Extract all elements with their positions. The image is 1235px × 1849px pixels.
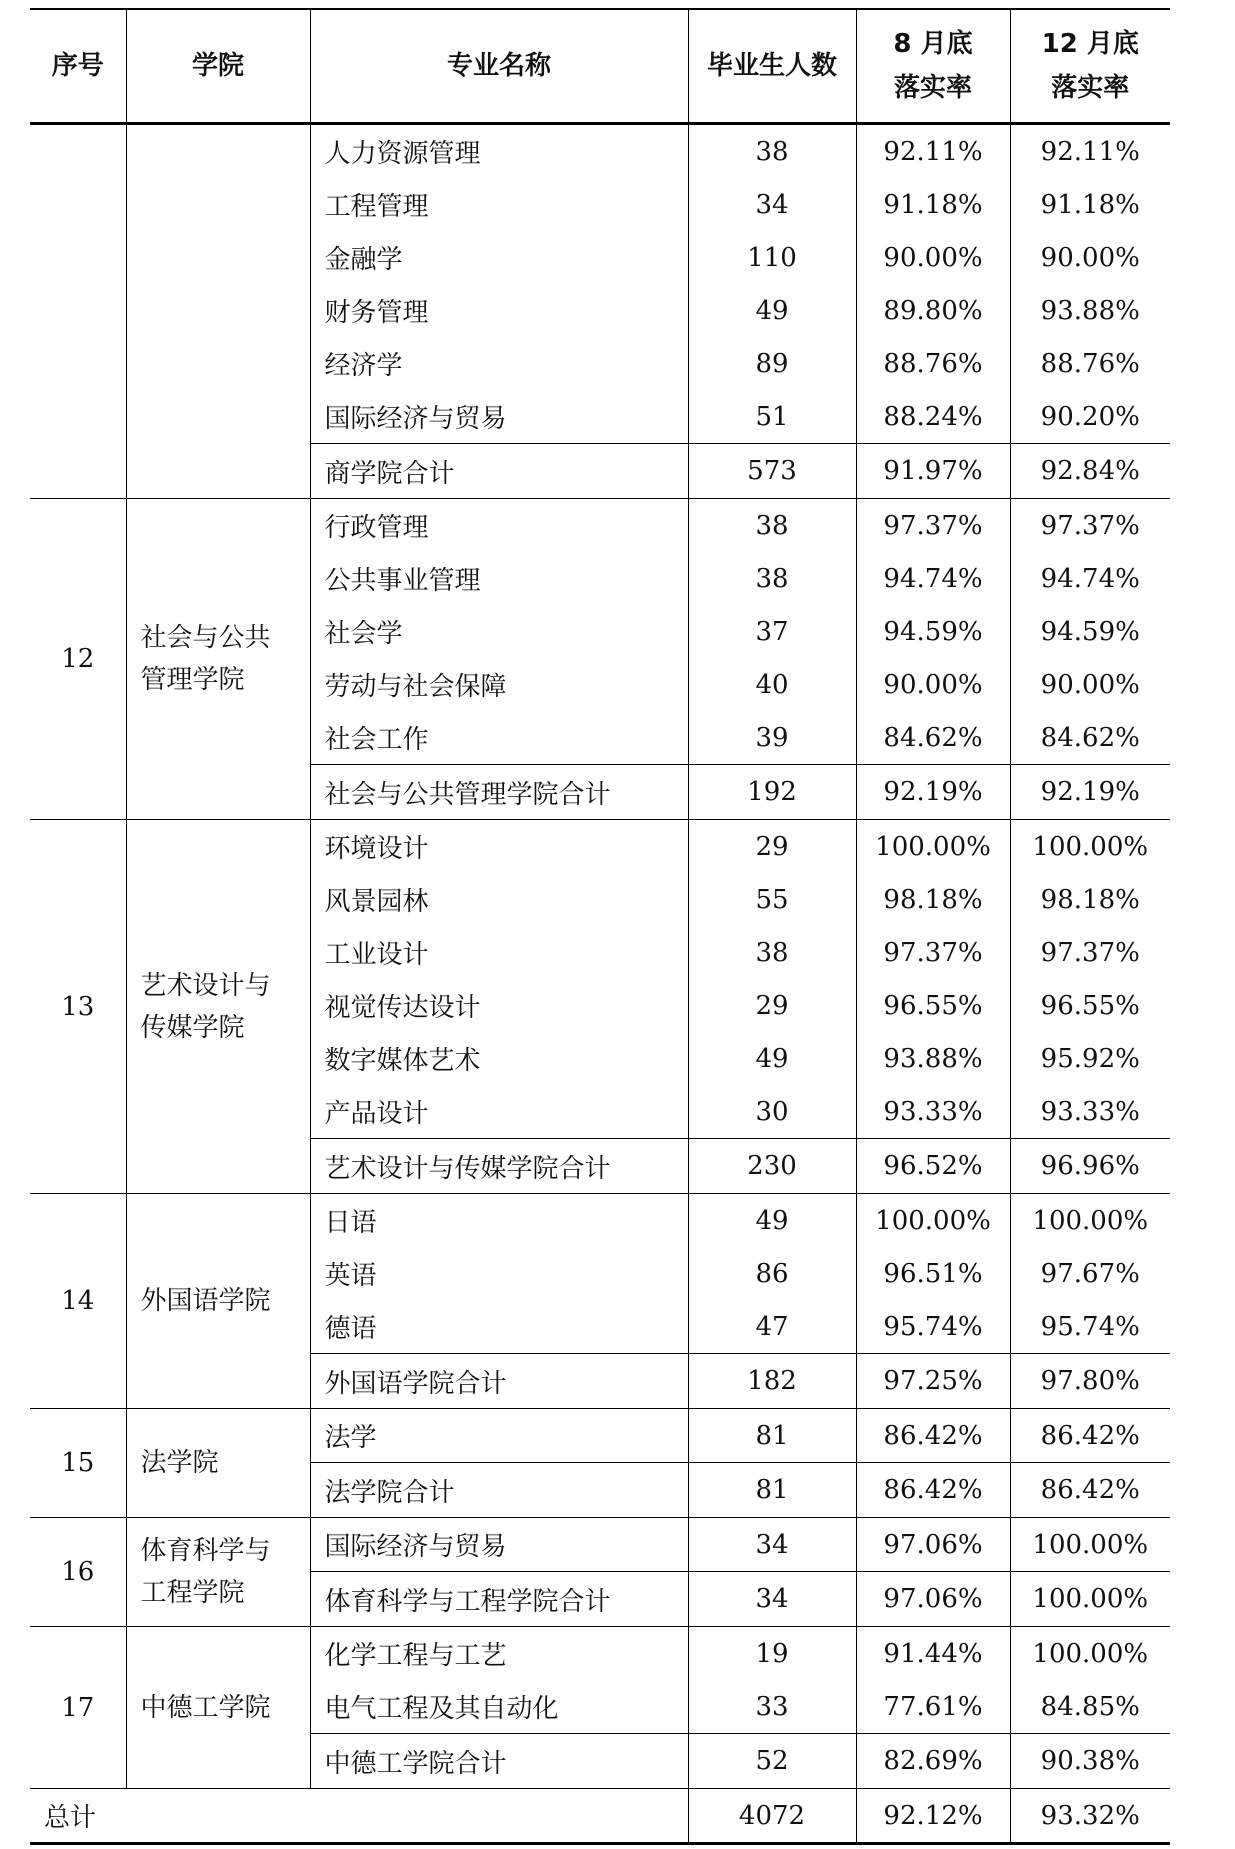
dec-rate-cell: 94.59% (1010, 605, 1170, 658)
aug-rate-cell: 98.18% (856, 873, 1010, 926)
subtotal-label: 社会与公共管理学院合计 (310, 765, 688, 820)
dec-rate-cell: 100.00% (1010, 820, 1170, 874)
major-cell: 化学工程与工艺 (310, 1627, 688, 1681)
graduates-cell: 29 (688, 979, 856, 1032)
seq-cell: 13 (30, 820, 126, 1194)
dec-rate-cell: 91.18% (1010, 178, 1170, 231)
major-cell: 环境设计 (310, 820, 688, 874)
subtotal-graduates: 192 (688, 765, 856, 820)
table-row (30, 820, 1170, 874)
graduates-cell: 38 (688, 926, 856, 979)
subtotal-label: 外国语学院合计 (310, 1354, 688, 1409)
major-cell: 工程管理 (310, 178, 688, 231)
major-cell: 人力资源管理 (310, 124, 688, 179)
dec-rate-cell: 98.18% (1010, 873, 1170, 926)
total-aug-rate: 92.12% (856, 1789, 1010, 1844)
dec-rate-cell: 100.00% (1010, 1627, 1170, 1681)
major-cell: 财务管理 (310, 284, 688, 337)
aug-rate-cell: 95.74% (856, 1300, 1010, 1354)
header-row (30, 9, 1170, 124)
aug-rate-cell: 100.00% (856, 820, 1010, 874)
subtotal-aug-rate: 82.69% (856, 1734, 1010, 1789)
table-row (30, 1194, 1170, 1248)
header-dec-line2: 落实率 (1051, 73, 1130, 103)
graduates-cell: 37 (688, 605, 856, 658)
subtotal-dec-rate: 100.00% (1010, 1572, 1170, 1627)
subtotal-aug-rate: 97.06% (856, 1572, 1010, 1627)
total-graduates: 4072 (688, 1789, 856, 1844)
college-name-line: 传媒学院 (140, 1012, 245, 1043)
seq-cell: 14 (30, 1194, 126, 1409)
subtotal-label: 艺术设计与传媒学院合计 (310, 1139, 688, 1194)
graduates-cell: 55 (688, 873, 856, 926)
dec-rate-cell: 84.85% (1010, 1680, 1170, 1734)
college-cell (126, 124, 310, 499)
header-major: 专业名称 (310, 9, 688, 124)
subtotal-label: 中德工学院合计 (310, 1734, 688, 1789)
graduates-cell: 19 (688, 1627, 856, 1681)
college-name-line: 社会与公共 (140, 623, 271, 653)
graduates-cell: 51 (688, 390, 856, 444)
graduates-cell: 49 (688, 1032, 856, 1085)
subtotal-graduates: 52 (688, 1734, 856, 1789)
subtotal-dec-rate: 90.38% (1010, 1734, 1170, 1789)
aug-rate-cell: 77.61% (856, 1680, 1010, 1734)
college-name-line: 艺术设计与 (140, 970, 271, 1001)
aug-rate-cell: 91.44% (856, 1627, 1010, 1681)
dec-rate-cell: 95.92% (1010, 1032, 1170, 1085)
dec-rate-cell: 88.76% (1010, 337, 1170, 390)
aug-rate-cell: 96.51% (856, 1247, 1010, 1300)
college-cell (126, 1518, 310, 1627)
employment-rate-table (30, 8, 1170, 1845)
major-cell: 数字媒体艺术 (310, 1032, 688, 1085)
major-cell: 视觉传达设计 (310, 979, 688, 1032)
graduates-cell: 40 (688, 658, 856, 711)
subtotal-graduates: 182 (688, 1354, 856, 1409)
seq-cell: 12 (30, 499, 126, 820)
table-wrapper (30, 8, 1170, 1845)
graduates-cell: 89 (688, 337, 856, 390)
college-cell: 法学院 (126, 1409, 310, 1518)
dec-rate-cell: 93.33% (1010, 1085, 1170, 1139)
graduates-cell: 38 (688, 552, 856, 605)
aug-rate-cell: 93.33% (856, 1085, 1010, 1139)
dec-rate-cell: 96.55% (1010, 979, 1170, 1032)
header-dec-rate (1010, 9, 1170, 124)
aug-rate-cell: 90.00% (856, 658, 1010, 711)
aug-rate-cell: 89.80% (856, 284, 1010, 337)
total-label: 总计 (30, 1789, 688, 1844)
table-row (30, 1518, 1170, 1572)
seq-cell: 16 (30, 1518, 126, 1627)
subtotal-dec-rate: 97.80% (1010, 1354, 1170, 1409)
aug-rate-cell: 88.76% (856, 337, 1010, 390)
college-cell: 中德工学院 (126, 1627, 310, 1789)
major-cell: 社会工作 (310, 711, 688, 765)
subtotal-dec-rate: 92.84% (1010, 444, 1170, 499)
major-cell: 德语 (310, 1300, 688, 1354)
header-dec-line1: 12 月底 (1041, 29, 1139, 59)
subtotal-label: 体育科学与工程学院合计 (310, 1572, 688, 1627)
graduates-cell: 34 (688, 1518, 856, 1572)
aug-rate-cell: 86.42% (856, 1409, 1010, 1463)
table-header (30, 9, 1170, 124)
aug-rate-cell: 93.88% (856, 1032, 1010, 1085)
subtotal-graduates: 230 (688, 1139, 856, 1194)
major-cell: 产品设计 (310, 1085, 688, 1139)
subtotal-aug-rate: 92.19% (856, 765, 1010, 820)
subtotal-dec-rate: 92.19% (1010, 765, 1170, 820)
dec-rate-cell: 97.67% (1010, 1247, 1170, 1300)
major-cell: 国际经济与贸易 (310, 1518, 688, 1572)
graduates-cell: 49 (688, 284, 856, 337)
header-aug-line1: 8 月底 (893, 29, 973, 59)
college-cell (126, 820, 310, 1194)
table-row (30, 1627, 1170, 1681)
aug-rate-cell: 84.62% (856, 711, 1010, 765)
aug-rate-cell: 92.11% (856, 124, 1010, 179)
major-cell: 国际经济与贸易 (310, 390, 688, 444)
header-aug-rate (856, 9, 1010, 124)
graduates-cell: 38 (688, 499, 856, 553)
dec-rate-cell: 90.20% (1010, 390, 1170, 444)
aug-rate-cell: 90.00% (856, 231, 1010, 284)
aug-rate-cell: 97.37% (856, 499, 1010, 553)
college-name-line: 体育科学与 (140, 1536, 271, 1566)
graduates-cell: 81 (688, 1409, 856, 1463)
dec-rate-cell: 100.00% (1010, 1194, 1170, 1248)
major-cell: 劳动与社会保障 (310, 658, 688, 711)
college-name-line: 管理学院 (140, 665, 245, 695)
aug-rate-cell: 94.74% (856, 552, 1010, 605)
dec-rate-cell: 90.00% (1010, 231, 1170, 284)
major-cell: 电气工程及其自动化 (310, 1680, 688, 1734)
aug-rate-cell: 88.24% (856, 390, 1010, 444)
subtotal-label: 法学院合计 (310, 1463, 688, 1518)
graduates-cell: 30 (688, 1085, 856, 1139)
table-row (30, 499, 1170, 553)
dec-rate-cell: 94.74% (1010, 552, 1170, 605)
dec-rate-cell: 95.74% (1010, 1300, 1170, 1354)
dec-rate-cell: 93.88% (1010, 284, 1170, 337)
subtotal-label: 商学院合计 (310, 444, 688, 499)
table-row (30, 1409, 1170, 1463)
seq-cell (30, 124, 126, 499)
graduates-cell: 86 (688, 1247, 856, 1300)
graduates-cell: 33 (688, 1680, 856, 1734)
subtotal-graduates: 573 (688, 444, 856, 499)
major-cell: 公共事业管理 (310, 552, 688, 605)
aug-rate-cell: 97.06% (856, 1518, 1010, 1572)
major-cell: 工业设计 (310, 926, 688, 979)
major-cell: 社会学 (310, 605, 688, 658)
total-dec-rate: 93.32% (1010, 1789, 1170, 1844)
aug-rate-cell: 96.55% (856, 979, 1010, 1032)
major-cell: 英语 (310, 1247, 688, 1300)
seq-cell: 15 (30, 1409, 126, 1518)
table-row (30, 124, 1170, 179)
dec-rate-cell: 97.37% (1010, 499, 1170, 553)
table-body (30, 124, 1170, 1844)
graduates-cell: 110 (688, 231, 856, 284)
subtotal-aug-rate: 97.25% (856, 1354, 1010, 1409)
aug-rate-cell: 94.59% (856, 605, 1010, 658)
dec-rate-cell: 90.00% (1010, 658, 1170, 711)
subtotal-aug-rate: 86.42% (856, 1463, 1010, 1518)
college-name-line: 工程学院 (140, 1578, 245, 1608)
header-graduates: 毕业生人数 (688, 9, 856, 124)
header-aug-line2: 落实率 (893, 73, 972, 103)
header-college: 学院 (126, 9, 310, 124)
seq-cell: 17 (30, 1627, 126, 1789)
major-cell: 经济学 (310, 337, 688, 390)
graduates-cell: 34 (688, 178, 856, 231)
dec-rate-cell: 84.62% (1010, 711, 1170, 765)
total-row (30, 1789, 1170, 1844)
graduates-cell: 39 (688, 711, 856, 765)
major-cell: 金融学 (310, 231, 688, 284)
dec-rate-cell: 97.37% (1010, 926, 1170, 979)
header-seq: 序号 (30, 9, 126, 124)
major-cell: 风景园林 (310, 873, 688, 926)
aug-rate-cell: 91.18% (856, 178, 1010, 231)
graduates-cell: 29 (688, 820, 856, 874)
dec-rate-cell: 86.42% (1010, 1409, 1170, 1463)
subtotal-graduates: 81 (688, 1463, 856, 1518)
graduates-cell: 38 (688, 124, 856, 179)
dec-rate-cell: 100.00% (1010, 1518, 1170, 1572)
aug-rate-cell: 100.00% (856, 1194, 1010, 1248)
subtotal-aug-rate: 96.52% (856, 1139, 1010, 1194)
graduates-cell: 47 (688, 1300, 856, 1354)
subtotal-dec-rate: 96.96% (1010, 1139, 1170, 1194)
college-cell (126, 499, 310, 820)
graduates-cell: 49 (688, 1194, 856, 1248)
major-cell: 日语 (310, 1194, 688, 1248)
subtotal-graduates: 34 (688, 1572, 856, 1627)
subtotal-dec-rate: 86.42% (1010, 1463, 1170, 1518)
aug-rate-cell: 97.37% (856, 926, 1010, 979)
major-cell: 法学 (310, 1409, 688, 1463)
major-cell: 行政管理 (310, 499, 688, 553)
college-cell: 外国语学院 (126, 1194, 310, 1409)
dec-rate-cell: 92.11% (1010, 124, 1170, 179)
subtotal-aug-rate: 91.97% (856, 444, 1010, 499)
